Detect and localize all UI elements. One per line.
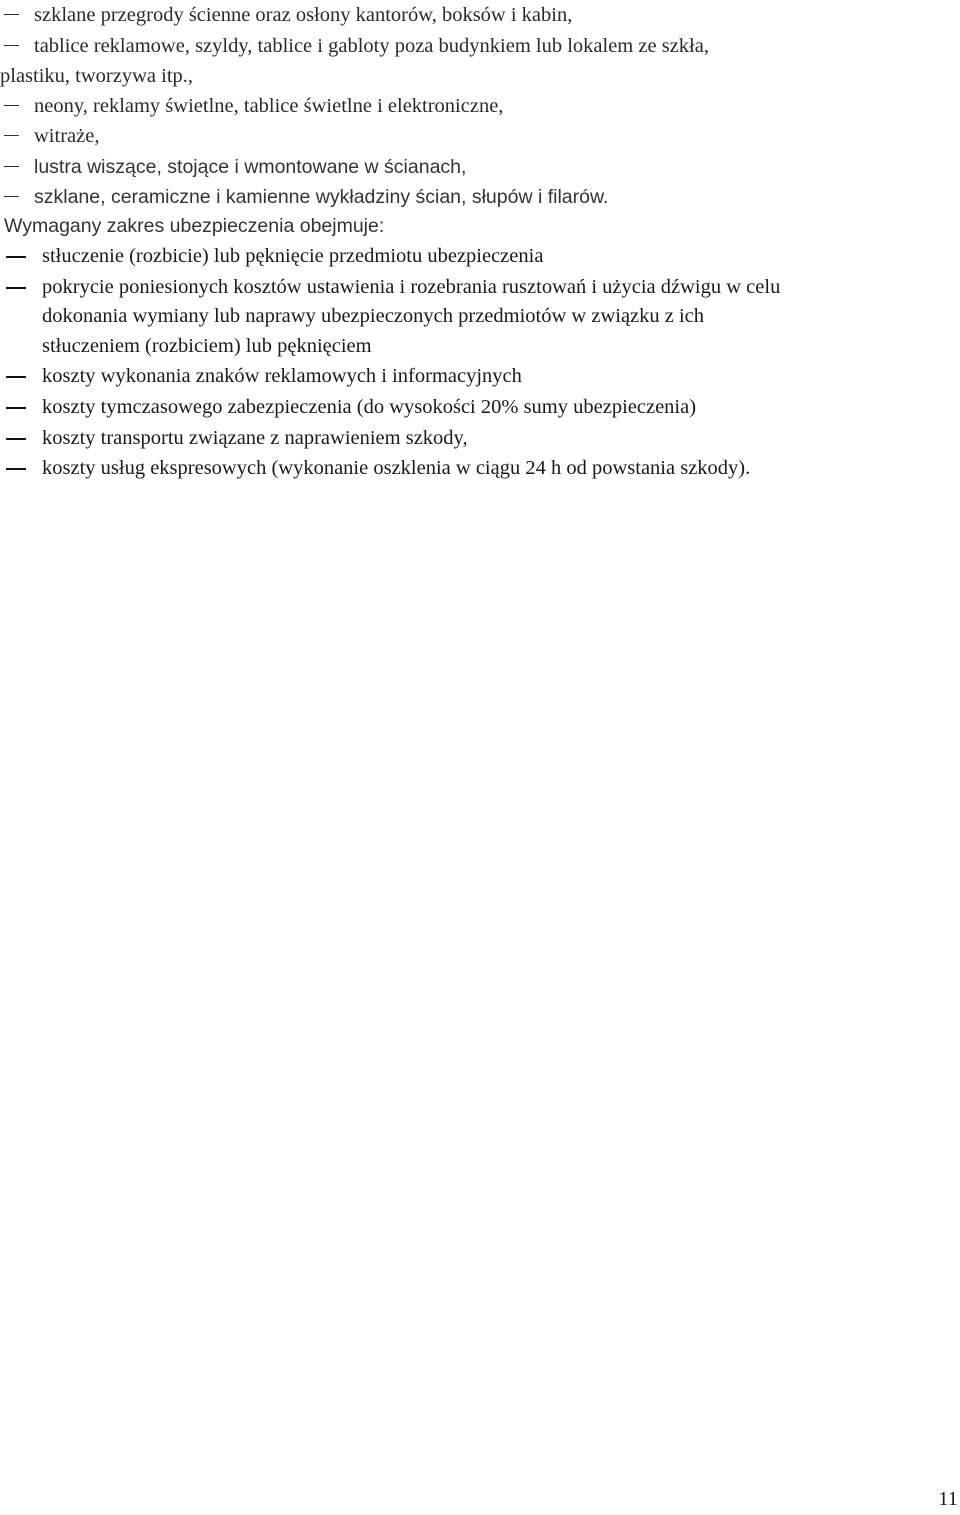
dash-bullet-icon [6, 468, 26, 470]
list-item [0, 424, 960, 454]
page-number: 11 [938, 1488, 958, 1510]
list-item-text: neony, reklamy świetlne, tablice świetlne i elektroniczne, [34, 94, 504, 117]
scope-heading: Wymagany zakres ubezpieczenia obejmuje: [4, 215, 385, 237]
dash-bullet-icon [6, 407, 26, 409]
list-item-text: stłuczenie (rozbicie) lub pęknięcie przedmiotu ubezpieczenia [42, 245, 544, 267]
list-item-text-continuation: stłuczeniem (rozbiciem) lub pęknięciem [42, 334, 372, 357]
list-item [0, 454, 960, 484]
list-item [0, 182, 960, 213]
list-item-text: tablice reklamowe, szyldy, tablice i gabloty poza budynkiem lub lokalem ze szkła, [34, 34, 709, 57]
list-item [0, 393, 960, 423]
dash-bullet-icon [4, 14, 19, 15]
list-item [0, 121, 960, 152]
list-item-text-continuation: dokonania wymiany lub naprawy ubezpieczonych przedmiotów w związku z ich [42, 305, 705, 328]
list-item-text-continuation: plastiku, tworzywa itp., [0, 64, 194, 87]
dash-bullet-icon [6, 376, 26, 378]
list-item-text: koszty wykonania znaków reklamowych i informacyjnych [42, 365, 522, 388]
list-item-text: lustra wiszące, stojące i wmontowane w ścianach, [34, 155, 467, 178]
dash-bullet-icon [6, 438, 26, 440]
scope-list [0, 242, 960, 485]
list-item-text: szklane przegrody ścienne oraz osłony kantorów, boksów i kabin, [34, 4, 573, 26]
list-item [0, 273, 960, 362]
list-item-text: koszty tymczasowego zabezpieczenia (do wysokości 20% sumy ubezpieczenia) [42, 396, 697, 419]
list-item-text: koszty usług ekspresowych (wykonanie oszklenia w ciągu 24 h od powstania szkody). [42, 457, 751, 480]
dash-bullet-icon [4, 105, 19, 106]
list-item [0, 362, 960, 392]
list-item-text: koszty transportu związane z naprawieniem szkody, [42, 426, 468, 449]
covered-items-list [0, 0, 960, 213]
list-item-text: witraże, [34, 125, 100, 147]
dash-bullet-icon [4, 196, 19, 197]
list-item-text: szklane, ceramiczne i kamienne wykładziny ścian, słupów i filarów. [34, 186, 609, 208]
list-item [0, 152, 960, 183]
list-item [0, 91, 960, 122]
dash-bullet-icon [4, 166, 19, 167]
list-item [0, 0, 960, 31]
dash-bullet-icon [4, 135, 19, 136]
dash-bullet-icon [6, 256, 26, 258]
dash-bullet-icon [6, 287, 26, 289]
list-item [0, 242, 960, 272]
list-item-text: pokrycie poniesionych kosztów ustawienia i rozebrania rusztowań i użycia dźwigu w celu [42, 275, 781, 298]
dash-bullet-icon [4, 45, 19, 46]
list-item [0, 31, 960, 91]
